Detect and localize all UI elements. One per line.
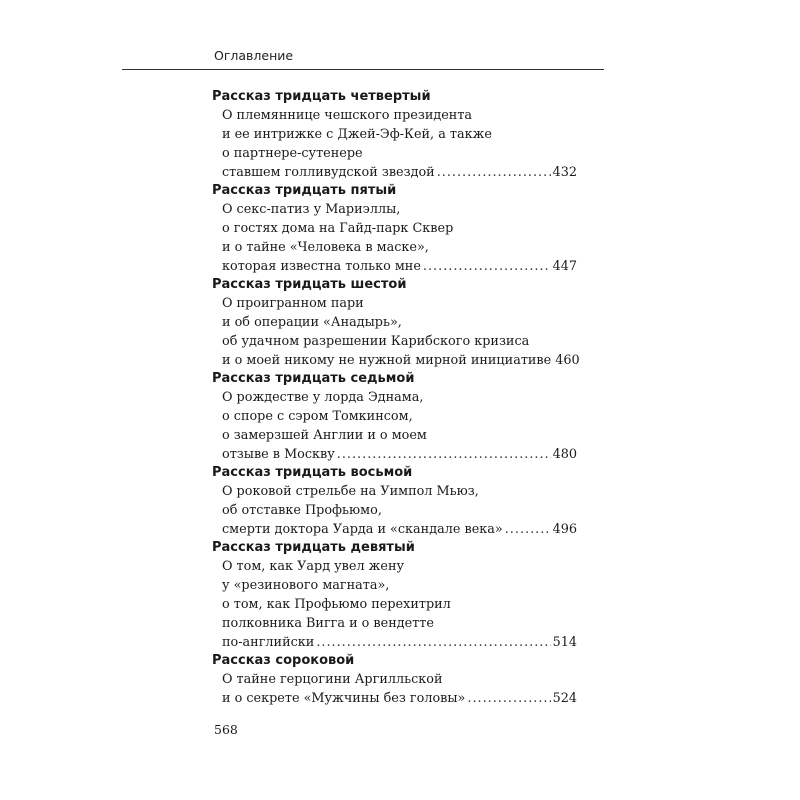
dot-leader <box>337 445 551 464</box>
toc-entry-description-text: и о моей никому не нужной мирной инициативе <box>222 353 552 368</box>
toc-entry-description-line: О проигранном пари <box>222 296 364 311</box>
toc-entry-description-line: о споре с сэром Томкинсом, <box>222 409 413 424</box>
toc-entry-title: Рассказ сороковой <box>212 653 355 668</box>
toc-entry-description-line: об удачном разрешении Карибского кризиса <box>222 334 530 349</box>
toc-entry-description-text: ставшем голливудской звездой <box>222 165 435 180</box>
toc-entry-description-line: О секс-патиз у Мариэллы, <box>222 202 401 217</box>
toc-entry-description-line: о партнере-сутенере <box>222 146 363 161</box>
running-head: Оглавление <box>214 48 294 63</box>
toc-entry-page-number: 460 <box>555 353 580 368</box>
toc-entry-description-line <box>212 520 577 539</box>
toc-entry-title: Рассказ тридцать пятый <box>212 183 397 198</box>
dot-leader <box>316 633 550 652</box>
toc-entry-title: Рассказ тридцать седьмой <box>212 371 415 386</box>
toc-entry-description-line: О том, как Уард увел жену <box>222 559 405 574</box>
dot-leader <box>423 257 551 276</box>
toc-entry-page-number: 514 <box>552 635 577 650</box>
dot-leader <box>437 163 551 182</box>
toc-entry-description-line: и об операции «Анадырь», <box>222 315 402 330</box>
toc-entry-title: Рассказ тридцать девятый <box>212 540 415 555</box>
toc-entry-description-line <box>212 163 577 182</box>
toc-entry-description-line: О рождестве у лорда Эднама, <box>222 390 424 405</box>
toc-entry-description-line: у «резинового магната», <box>222 578 390 593</box>
toc-entry-description-text: смерти доктора Уарда и «скандале века» <box>222 522 503 537</box>
page-number: 568 <box>214 722 238 737</box>
toc-entry-description-line: полковника Вигга и о вендетте <box>222 616 434 631</box>
dot-leader <box>505 520 551 539</box>
toc-entry-page-number: 524 <box>552 691 577 706</box>
toc-entry-page-number: 480 <box>552 447 577 462</box>
toc-entry <box>212 464 577 539</box>
toc-entry <box>212 539 577 652</box>
table-of-contents <box>212 88 580 708</box>
toc-entry <box>212 276 580 370</box>
toc-entry-title: Рассказ тридцать шестой <box>212 277 407 292</box>
toc-entry-description-line <box>212 689 577 708</box>
toc-entry-description-text: которая известна только мне <box>222 259 421 274</box>
dot-leader <box>467 689 550 708</box>
toc-entry-page-number: 432 <box>552 165 577 180</box>
toc-entry-description-line <box>212 257 577 276</box>
toc-entry-description-text: по-английски <box>222 635 315 650</box>
toc-entry <box>212 370 577 464</box>
toc-entry-description-line <box>212 633 577 652</box>
toc-entry <box>212 88 577 182</box>
toc-entry-page-number: 447 <box>552 259 577 274</box>
toc-entry-description-line <box>212 445 577 464</box>
toc-entry-description-text: и о секрете «Мужчины без головы» <box>222 691 466 706</box>
toc-entry-page-number: 496 <box>552 522 577 537</box>
toc-entry-description-line: об отставке Профьюмо, <box>222 503 382 518</box>
toc-entry-title: Рассказ тридцать четвертый <box>212 89 431 104</box>
header-rule <box>122 69 604 70</box>
toc-entry-title: Рассказ тридцать восьмой <box>212 465 413 480</box>
toc-entry-description-line: о замерзшей Англии и о моем <box>222 428 427 443</box>
toc-entry-description-line: О роковой стрельбе на Уимпол Мьюз, <box>222 484 479 499</box>
toc-entry-description-line: и о тайне «Человека в маске», <box>222 240 429 255</box>
toc-entry-description-line: О племяннице чешского президента <box>222 108 473 123</box>
toc-entry-description-line: о том, как Профьюмо перехитрил <box>222 597 451 612</box>
toc-entry <box>212 182 577 276</box>
toc-entry-description-line: и ее интрижке с Джей-Эф-Кей, а также <box>222 127 492 142</box>
toc-entry-description-line: о гостях дома на Гайд-парк Сквер <box>222 221 454 236</box>
toc-entry <box>212 652 577 708</box>
toc-entry-description-text: отзыве в Москву <box>222 447 335 462</box>
toc-entry-description-line <box>212 351 580 370</box>
toc-entry-description-line: О тайне герцогини Аргилльской <box>222 672 443 687</box>
